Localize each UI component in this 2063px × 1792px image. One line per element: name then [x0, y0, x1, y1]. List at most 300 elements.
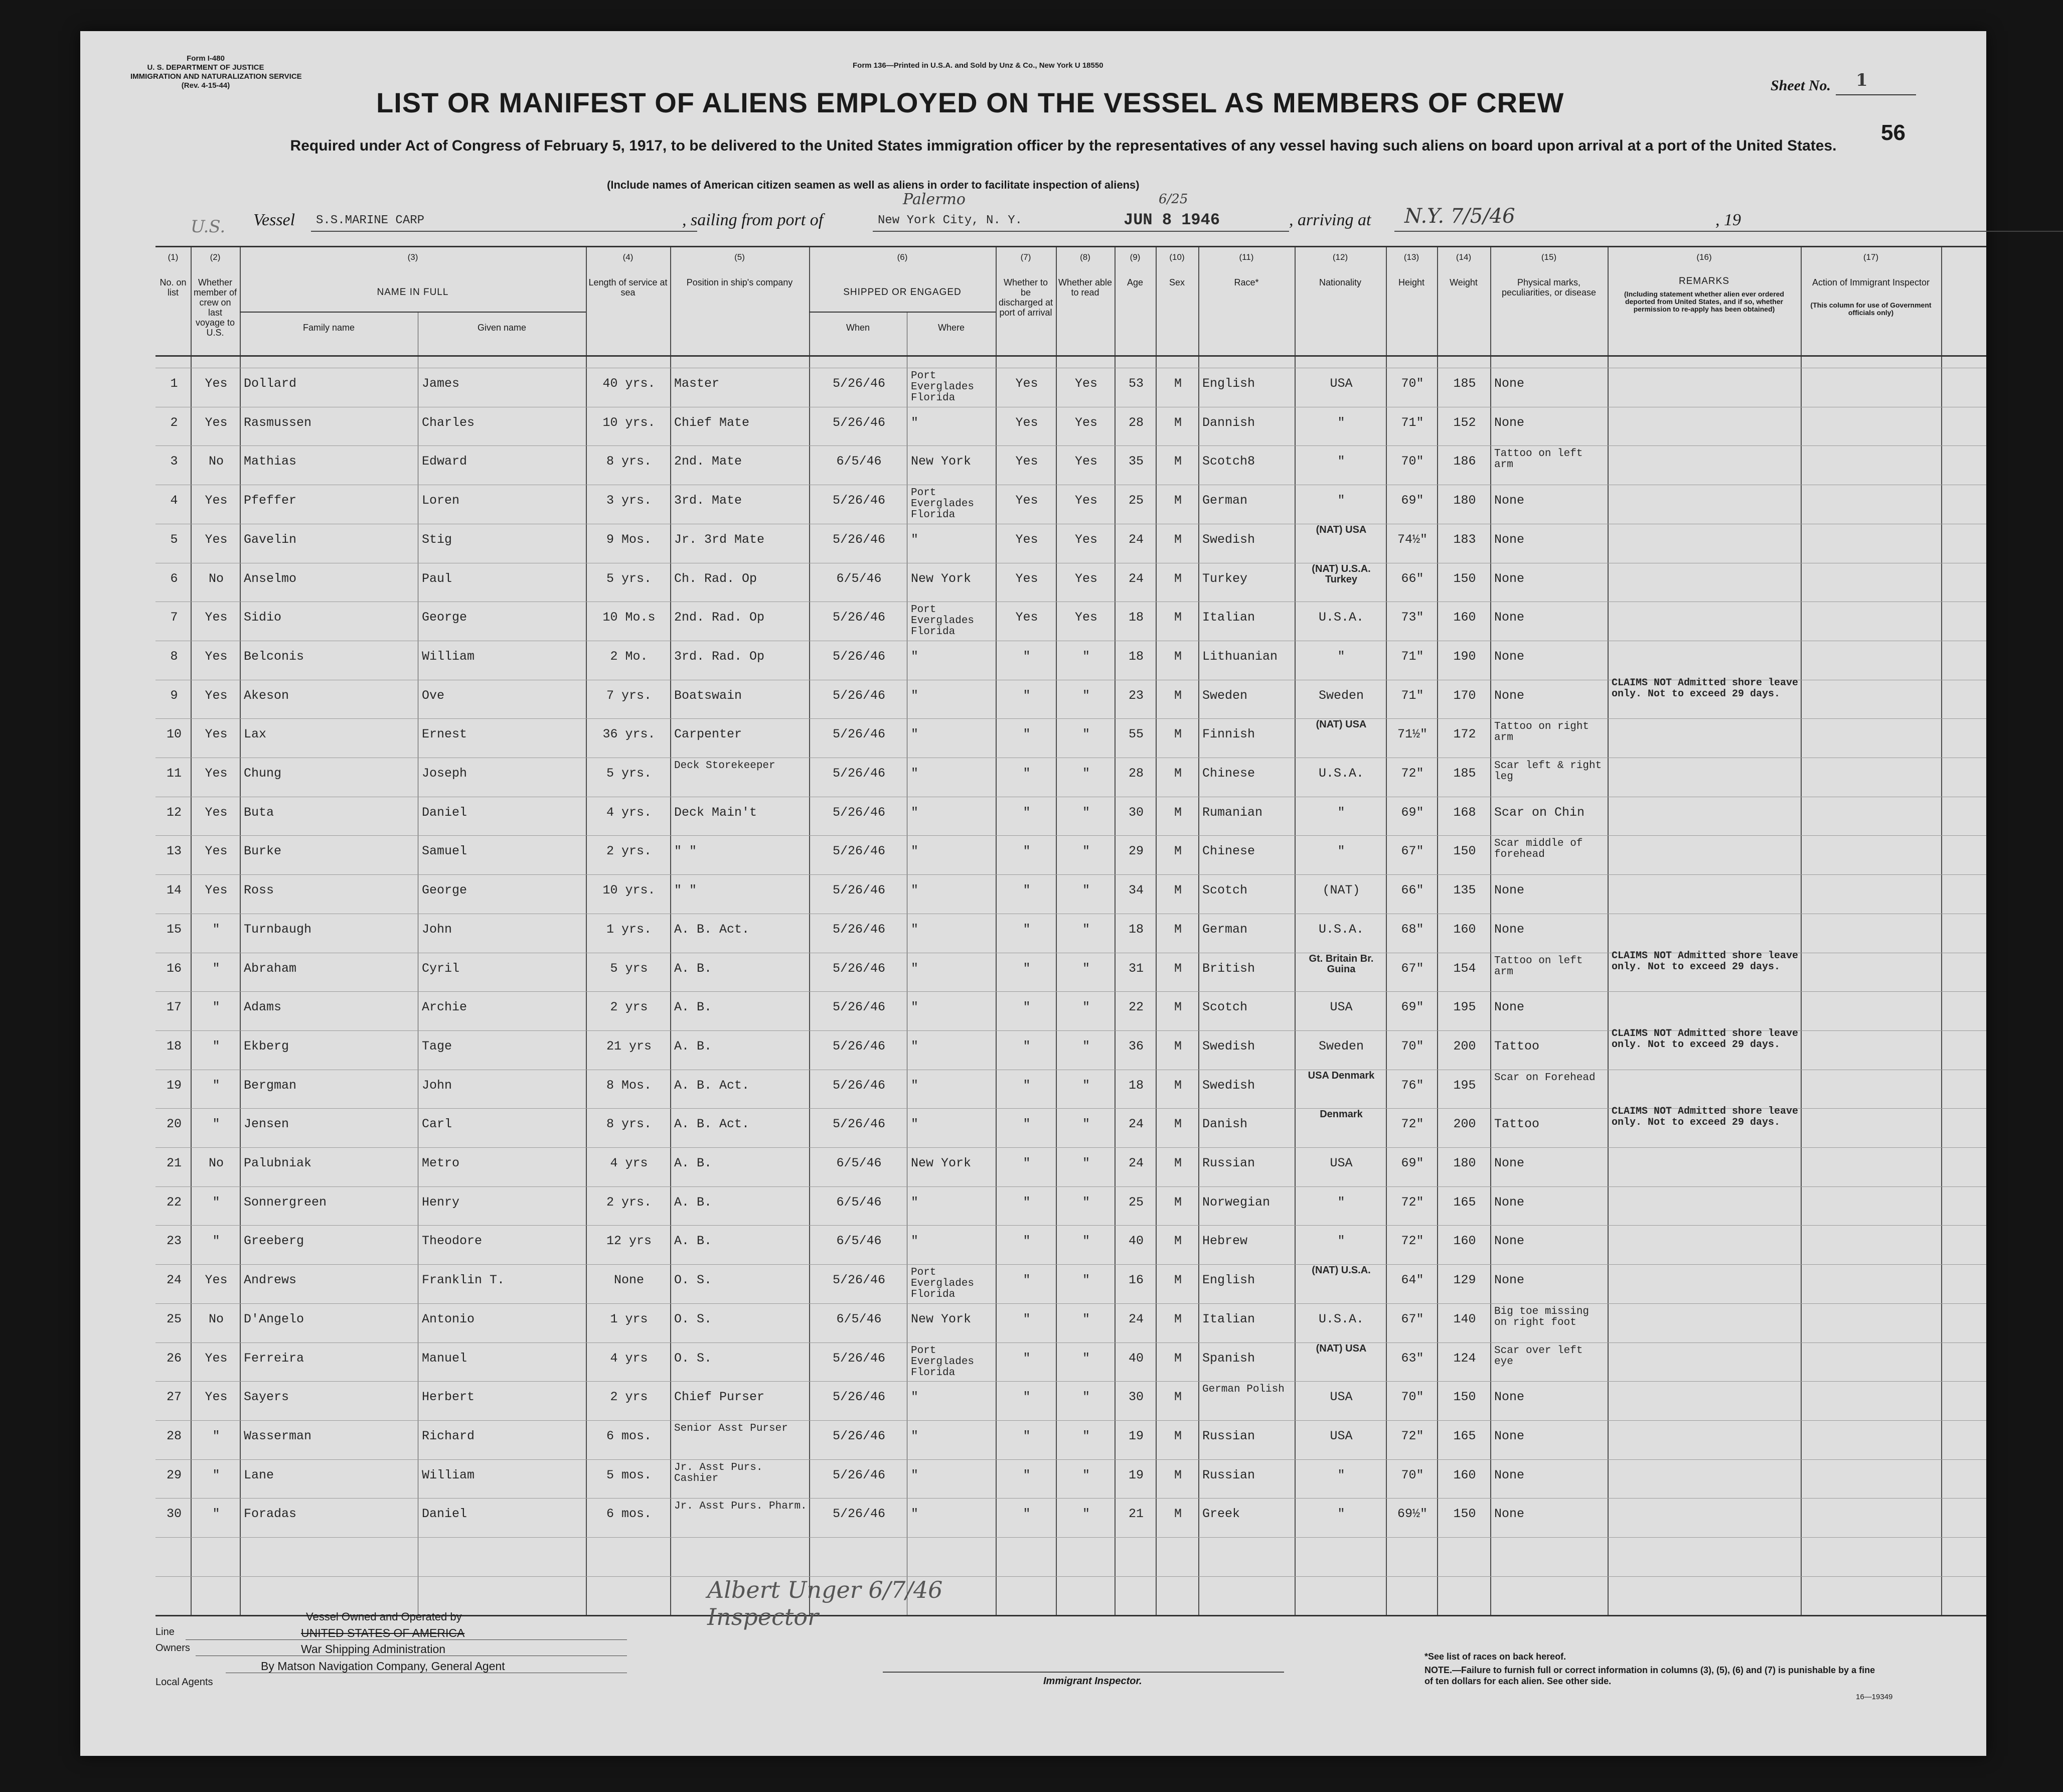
cell-remarks: CLAIMS NOT Admitted shore leave only. Not to exceed 29 days. — [1612, 1106, 1799, 1129]
cell-read: " — [1082, 961, 1090, 976]
table-row — [155, 563, 1986, 607]
cell-no: 27 — [166, 1390, 182, 1405]
table-row — [155, 1152, 1986, 1191]
cell-when: 5/26/46 — [832, 766, 886, 781]
cell-nationality: Sweden — [1318, 688, 1364, 703]
cell-race: Sweden — [1202, 688, 1248, 703]
table-row — [155, 1422, 1986, 1464]
cell-where: " — [911, 649, 919, 664]
cell-age: 18 — [1128, 1078, 1144, 1093]
cell-given: John — [422, 922, 452, 937]
cell-family: Adams — [244, 1000, 282, 1015]
cell-sex: M — [1174, 1000, 1182, 1015]
cell-sex: M — [1174, 1273, 1182, 1288]
cell-age: 55 — [1128, 727, 1144, 742]
cell-given: Henry — [422, 1194, 460, 1210]
vessel-underline — [311, 231, 697, 232]
cell-prev: Yes — [205, 844, 228, 859]
column-number: (4) — [622, 252, 633, 262]
cell-nationality: (NAT) U.S.A. — [1312, 1265, 1371, 1276]
cell-read: Yes — [1074, 493, 1097, 508]
cell-no: 29 — [166, 1467, 182, 1482]
cell-race: Chinese — [1202, 766, 1255, 781]
column-number: (14) — [1456, 252, 1472, 262]
cell-sex: M — [1174, 1078, 1182, 1093]
cell-service: 9 Mos. — [606, 532, 652, 547]
cell-no: 21 — [166, 1156, 182, 1170]
column-number: (11) — [1239, 252, 1254, 262]
cell-discharged: " — [1023, 649, 1031, 664]
cell-nationality: Denmark — [1320, 1109, 1363, 1120]
cell-discharged: " — [1023, 1234, 1031, 1249]
cell-discharged: Yes — [1015, 493, 1038, 508]
cell-weight: 195 — [1453, 1000, 1476, 1015]
cell-family: D'Angelo — [244, 1311, 304, 1326]
column-subheading: Given name — [477, 323, 527, 333]
cell-race: Scotch8 — [1202, 454, 1255, 469]
cell-position: Ch. Rad. Op — [674, 571, 757, 586]
cell-discharged: " — [1023, 844, 1031, 859]
cell-given: Daniel — [422, 1507, 467, 1522]
cell-read: " — [1082, 1194, 1090, 1210]
cell-race: German — [1202, 493, 1248, 508]
cell-discharged: Yes — [1015, 610, 1038, 625]
column-number: (8) — [1080, 252, 1090, 262]
cell-nationality: U.S.A. — [1318, 610, 1364, 625]
cell-nationality: " — [1337, 1467, 1345, 1482]
cell-service: 2 Mo. — [610, 649, 648, 664]
cell-age: 31 — [1128, 961, 1144, 976]
cell-marks: Tattoo — [1494, 1117, 1540, 1132]
cell-no: 12 — [166, 805, 182, 820]
cell-where: Port Everglades Florida — [911, 1267, 975, 1301]
column-number: (13) — [1403, 252, 1419, 262]
cell-family: Ross — [244, 883, 274, 898]
cell-weight: 168 — [1453, 805, 1476, 820]
cell-weight: 124 — [1453, 1351, 1476, 1366]
cell-position: Carpenter — [674, 727, 742, 742]
cell-marks: None — [1494, 1156, 1525, 1170]
cell-height: 73" — [1401, 610, 1424, 625]
cell-where: " — [911, 961, 919, 976]
sailing-underline — [873, 231, 1289, 232]
cell-sex: M — [1174, 454, 1182, 469]
cell-no: 22 — [166, 1194, 182, 1210]
cell-sex: M — [1174, 1390, 1182, 1405]
cell-age: 35 — [1128, 454, 1144, 469]
cell-prev: " — [212, 1078, 220, 1093]
cell-nationality: " — [1337, 1234, 1345, 1249]
cell-height: 72" — [1401, 1117, 1424, 1132]
cell-sex: M — [1174, 571, 1182, 586]
cell-no: 26 — [166, 1351, 182, 1366]
column-heading: Age — [1127, 277, 1144, 287]
cell-discharged: " — [1023, 1156, 1031, 1170]
cell-when: 5/26/46 — [832, 961, 886, 976]
cell-position: A. B. — [674, 1156, 712, 1170]
cell-position: " " — [674, 844, 697, 859]
cell-weight: 140 — [1453, 1311, 1476, 1326]
table-row — [155, 1461, 1986, 1504]
cell-prev: " — [212, 1507, 220, 1522]
cell-read: " — [1082, 1234, 1090, 1249]
cell-service: 2 yrs. — [606, 1194, 652, 1210]
cell-sex: M — [1174, 1117, 1182, 1132]
cell-nationality: USA — [1330, 1428, 1353, 1443]
cell-prev: No — [208, 1156, 224, 1170]
cell-where: " — [911, 1038, 919, 1054]
cell-family: Pfeffer — [244, 493, 297, 508]
cell-prev: No — [208, 1311, 224, 1326]
cell-race: Finnish — [1202, 727, 1255, 742]
cell-position: Deck Main't — [674, 805, 757, 820]
cell-service: 12 yrs — [606, 1234, 652, 1249]
cell-age: 25 — [1128, 493, 1144, 508]
cell-no: 18 — [166, 1038, 182, 1054]
cell-when: 5/26/46 — [832, 1467, 886, 1482]
cell-sex: M — [1174, 688, 1182, 703]
inspector-underline — [883, 1672, 1284, 1673]
cell-given: Charles — [422, 415, 475, 430]
cell-height: 66" — [1401, 883, 1424, 898]
cell-nationality: (NAT) U.S.A. Turkey — [1312, 563, 1371, 585]
cell-race: Danish — [1202, 1117, 1248, 1132]
column-heading: Physical marks, peculiarities, or disease — [1501, 277, 1597, 297]
cell-discharged: " — [1023, 1507, 1031, 1522]
cell-discharged: " — [1023, 1311, 1031, 1326]
cell-marks: Scar middle of forehead — [1494, 838, 1583, 861]
cell-marks: None — [1494, 571, 1525, 586]
cell-position: Jr. Asst Purs. Pharm. — [674, 1501, 807, 1513]
column-subheading: (This column for use of Government officials only) — [1810, 301, 1932, 317]
cell-when: 5/26/46 — [832, 883, 886, 898]
cell-age: 18 — [1128, 649, 1144, 664]
race-note: *See list of races on back hereof. — [1424, 1652, 1566, 1662]
cell-height: 67" — [1401, 1311, 1424, 1326]
cell-when: 5/26/46 — [832, 1351, 886, 1366]
cell-discharged: " — [1023, 883, 1031, 898]
cell-height: 68" — [1401, 922, 1424, 937]
cell-weight: 150 — [1453, 1507, 1476, 1522]
cell-when: 6/5/46 — [836, 1311, 882, 1326]
cell-position: A. B. — [674, 961, 712, 976]
cell-discharged: " — [1023, 727, 1031, 742]
cell-discharged: " — [1023, 1273, 1031, 1288]
cell-nationality: U.S.A. — [1318, 1311, 1364, 1326]
cell-family: Lane — [244, 1467, 274, 1482]
cell-service: 6 mos. — [606, 1507, 652, 1522]
inspector-signature: Albert Unger 6/7/46 Inspector — [707, 1576, 943, 1630]
cell-discharged: " — [1023, 805, 1031, 820]
cell-given: Herbert — [422, 1390, 475, 1405]
cell-age: 24 — [1128, 1311, 1144, 1326]
revision: (Rev. 4-15-44) — [181, 81, 230, 90]
cell-height: 71" — [1401, 649, 1424, 664]
cell-given: Stig — [422, 532, 452, 547]
column-number: (1) — [168, 252, 179, 262]
cell-position: 2nd. Rad. Op — [674, 610, 765, 625]
table-row — [155, 950, 1986, 997]
column-heading: Weight — [1450, 277, 1478, 287]
cell-no: 8 — [170, 649, 178, 664]
cell-where: " — [911, 1390, 919, 1405]
cell-race: Dannish — [1202, 415, 1255, 430]
cell-nationality: USA — [1330, 376, 1353, 391]
cell-nationality: " — [1337, 649, 1345, 664]
date-handwritten: 6/25 — [1159, 192, 1188, 207]
row-rule — [155, 1576, 1986, 1577]
cell-family: Andrews — [244, 1273, 297, 1288]
cell-when: 5/26/46 — [832, 805, 886, 820]
cell-discharged: " — [1023, 1117, 1031, 1132]
owner-line-1: UNITED STATES OF AMERICA — [301, 1626, 465, 1639]
cell-discharged: Yes — [1015, 415, 1038, 430]
cell-discharged: " — [1023, 922, 1031, 937]
cell-height: 67" — [1401, 961, 1424, 976]
manifest-sheet — [80, 31, 1986, 1756]
cell-height: 70" — [1401, 1038, 1424, 1054]
arriving-underline — [1394, 231, 2063, 232]
cell-discharged: Yes — [1015, 376, 1038, 391]
cell-position: Deck Storekeeper — [674, 760, 775, 772]
cell-service: 7 yrs. — [606, 688, 652, 703]
cell-nationality: " — [1337, 805, 1345, 820]
cell-height: 69" — [1401, 805, 1424, 820]
cell-family: Greeberg — [244, 1234, 304, 1249]
sailing-label: , sailing from port of — [682, 211, 824, 229]
cell-service: 4 yrs — [610, 1156, 648, 1170]
cell-service: 5 yrs — [610, 961, 648, 976]
cell-position: A. B. Act. — [674, 1078, 750, 1093]
cell-height: 72" — [1401, 1428, 1424, 1443]
cell-weight: 165 — [1453, 1428, 1476, 1443]
column-number: (9) — [1130, 252, 1141, 262]
cell-sex: M — [1174, 376, 1182, 391]
cell-where: New York — [911, 1311, 972, 1326]
cell-read: " — [1082, 766, 1090, 781]
cell-family: Rasmussen — [244, 415, 312, 430]
cell-weight: 180 — [1453, 1156, 1476, 1170]
cell-height: 69½" — [1397, 1507, 1427, 1522]
cell-prev: Yes — [205, 610, 228, 625]
cell-no: 6 — [170, 571, 178, 586]
cell-age: 19 — [1128, 1428, 1144, 1443]
cell-height: 63" — [1401, 1351, 1424, 1366]
cell-position: A. B. Act. — [674, 1117, 750, 1132]
table-row — [155, 1503, 1986, 1542]
cell-read: " — [1082, 727, 1090, 742]
cell-race: Hebrew — [1202, 1234, 1248, 1249]
table-row — [155, 1265, 1986, 1308]
cell-no: 3 — [170, 454, 178, 469]
column-heading: REMARKS — [1679, 276, 1729, 286]
cell-where: " — [911, 1467, 919, 1482]
column-subheading: (Including statement whether alien ever ordered deported from United States, and if so, whether permission to re-apply has been obtained) — [1624, 290, 1784, 313]
cell-height: 72" — [1401, 1194, 1424, 1210]
owners-label: Owners — [155, 1642, 190, 1654]
cell-where: Port Everglades Florida — [911, 604, 975, 638]
cell-when: 5/26/46 — [832, 415, 886, 430]
cell-marks: None — [1494, 883, 1525, 898]
cell-read: " — [1082, 1000, 1090, 1015]
cell-where: " — [911, 1234, 919, 1249]
cell-race: Russian — [1202, 1467, 1255, 1482]
printer-line: Form 136—Printed in U.S.A. and Sold by Unz & Co., New York U 18550 — [853, 61, 1103, 70]
cell-read: Yes — [1074, 532, 1097, 547]
cell-weight: 186 — [1453, 454, 1476, 469]
column-heading: Height — [1398, 277, 1425, 287]
cell-family: Bergman — [244, 1078, 297, 1093]
cell-family: Gavelin — [244, 532, 297, 547]
cell-service: 3 yrs. — [606, 493, 652, 508]
cell-where: " — [911, 1078, 919, 1093]
cell-no: 14 — [166, 883, 182, 898]
cell-given: Samuel — [422, 844, 467, 859]
column-number: (7) — [1020, 252, 1031, 262]
cell-service: 1 yrs. — [606, 922, 652, 937]
cell-family: Jensen — [244, 1117, 289, 1132]
cell-marks: None — [1494, 376, 1525, 391]
cell-position: Jr. 3rd Mate — [674, 532, 765, 547]
cell-when: 5/26/46 — [832, 727, 886, 742]
cell-prev: Yes — [205, 649, 228, 664]
cell-marks: None — [1494, 1273, 1525, 1288]
cell-weight: 160 — [1453, 1234, 1476, 1249]
table-row — [155, 1386, 1986, 1425]
cell-prev: Yes — [205, 727, 228, 742]
owner-line-2: War Shipping Administration — [301, 1642, 446, 1656]
cell-where: " — [911, 805, 919, 820]
column-heading: Nationality — [1319, 277, 1362, 287]
cell-sex: M — [1174, 766, 1182, 781]
cell-nationality: Gt. Britain Br. Guina — [1309, 953, 1374, 975]
cell-where: " — [911, 1000, 919, 1015]
cell-position: A. B. — [674, 1000, 712, 1015]
cell-weight: 200 — [1453, 1038, 1476, 1054]
inspector-label: Immigrant Inspector. — [1043, 1676, 1142, 1687]
cell-nationality: Sweden — [1318, 1038, 1364, 1054]
cell-family: Burke — [244, 844, 282, 859]
vessel-name: S.S.MARINE CARP — [316, 214, 425, 227]
cell-service: 4 yrs. — [606, 805, 652, 820]
cell-marks: None — [1494, 1507, 1525, 1522]
cell-age: 18 — [1128, 610, 1144, 625]
cell-weight: 150 — [1453, 571, 1476, 586]
cell-read: " — [1082, 1428, 1090, 1443]
cell-no: 1 — [170, 376, 178, 391]
cell-read: " — [1082, 1038, 1090, 1054]
cell-discharged: " — [1023, 1428, 1031, 1443]
cell-prev: Yes — [205, 688, 228, 703]
cell-weight: 152 — [1453, 415, 1476, 430]
cell-prev: No — [208, 571, 224, 586]
cell-prev: " — [212, 1194, 220, 1210]
cell-height: 69" — [1401, 493, 1424, 508]
cell-nationality: " — [1337, 1507, 1345, 1522]
cell-prev: " — [212, 1428, 220, 1443]
table-row — [155, 802, 1986, 841]
sailing-port: New York City, N. Y. — [878, 214, 1023, 227]
cell-height: 70" — [1401, 376, 1424, 391]
cell-read: " — [1082, 1273, 1090, 1288]
cell-position: O. S. — [674, 1273, 712, 1288]
cell-marks: None — [1494, 1234, 1525, 1249]
cell-family: Ferreira — [244, 1351, 304, 1366]
cell-race: Scotch — [1202, 1000, 1248, 1015]
column-heading: No. on list — [160, 277, 187, 297]
cell-position: Senior Asst Purser — [674, 1422, 788, 1434]
cell-nationality: " — [1337, 454, 1345, 469]
cell-family: Palubniak — [244, 1156, 312, 1170]
table-row — [155, 370, 1986, 412]
cell-discharged: " — [1023, 1078, 1031, 1093]
cell-marks: Tattoo — [1494, 1038, 1540, 1054]
cell-family: Dollard — [244, 376, 297, 391]
cell-read: " — [1082, 922, 1090, 937]
cell-sex: M — [1174, 961, 1182, 976]
cell-prev: Yes — [205, 883, 228, 898]
cell-service: 2 yrs — [610, 1390, 648, 1405]
cell-position: O. S. — [674, 1311, 712, 1326]
cell-age: 23 — [1128, 688, 1144, 703]
cell-prev: Yes — [205, 805, 228, 820]
cell-nationality: (NAT) USA — [1316, 1342, 1367, 1354]
cell-nationality: " — [1337, 1194, 1345, 1210]
cell-no: 30 — [166, 1507, 182, 1522]
cell-race: Lithuanian — [1202, 649, 1278, 664]
cell-read: " — [1082, 688, 1090, 703]
cell-position: Boatswain — [674, 688, 742, 703]
column-heading: Sex — [1169, 277, 1185, 287]
cell-weight: 135 — [1453, 883, 1476, 898]
cell-given: Cyril — [422, 961, 460, 976]
cell-race: Swedish — [1202, 1038, 1255, 1054]
cell-when: 6/5/46 — [836, 1156, 882, 1170]
cell-position: 3rd. Rad. Op — [674, 649, 765, 664]
cell-nationality: USA — [1330, 1156, 1353, 1170]
line-label: Line — [155, 1626, 175, 1637]
cell-prev: Yes — [205, 415, 228, 430]
cell-where: " — [911, 1117, 919, 1132]
cell-service: 36 yrs. — [602, 727, 656, 742]
sailing-date: JUN 8 1946 — [1124, 211, 1220, 229]
cell-sex: M — [1174, 1038, 1182, 1054]
cell-age: 19 — [1128, 1467, 1144, 1482]
cell-sex: M — [1174, 922, 1182, 937]
cell-given: Tage — [422, 1038, 452, 1054]
cell-sex: M — [1174, 1467, 1182, 1482]
cell-height: 71" — [1401, 688, 1424, 703]
cell-discharged: " — [1023, 1194, 1031, 1210]
cell-sex: M — [1174, 805, 1182, 820]
cell-when: 5/26/46 — [832, 1507, 886, 1522]
cell-prev: Yes — [205, 766, 228, 781]
cell-race: Turkey — [1202, 571, 1248, 586]
cell-weight: 160 — [1453, 1467, 1476, 1482]
sheet-number: 1 — [1856, 70, 1868, 90]
cell-family: Sayers — [244, 1390, 289, 1405]
cell-race: Norwegian — [1202, 1194, 1271, 1210]
cell-sex: M — [1174, 1311, 1182, 1326]
cell-given: Carl — [422, 1117, 452, 1132]
cell-weight: 150 — [1453, 1390, 1476, 1405]
cell-age: 24 — [1128, 1117, 1144, 1132]
cell-where: " — [911, 1194, 919, 1210]
cell-family: Abraham — [244, 961, 297, 976]
cell-no: 17 — [166, 1000, 182, 1015]
cell-read: Yes — [1074, 376, 1097, 391]
cell-race: Russian — [1202, 1156, 1255, 1170]
